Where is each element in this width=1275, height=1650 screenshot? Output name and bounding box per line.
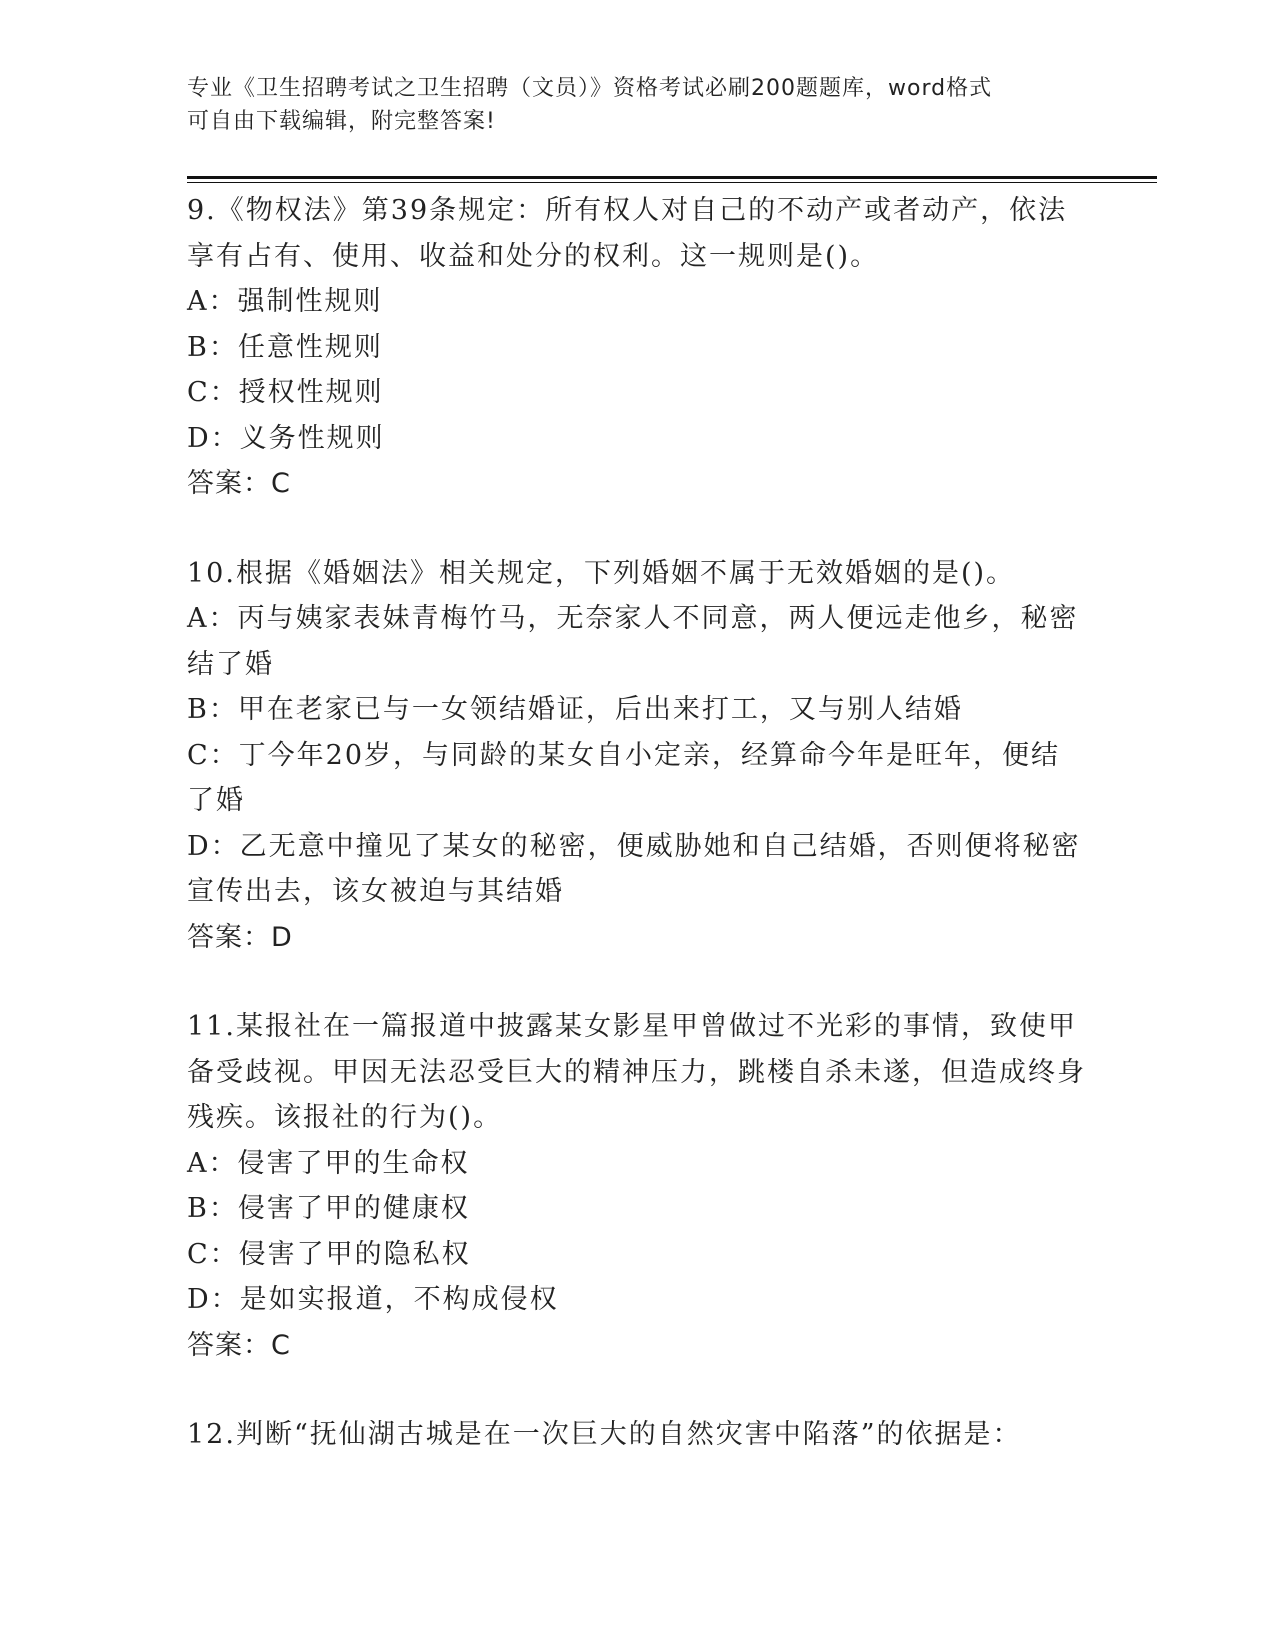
question-text: 9.《物权法》第39条规定：所有权人对自己的不动产或者动产，依法享有占有、使用、收益和处分的权利。这一规则是()。 [187, 195, 1068, 272]
header-divider-thin [187, 182, 1157, 183]
answer: 答案：D [187, 921, 293, 953]
option-d: D：是如实报道，不构成侵权 [187, 1284, 559, 1315]
question-text: 12.判断“抚仙湖古城是在一次巨大的自然灾害中陷落”的依据是： [187, 1419, 1022, 1450]
question-10 [187, 551, 1087, 961]
option-a: A：强制性规则 [187, 286, 383, 317]
option-a: A：丙与姨家表妹青梅竹马，无奈家人不同意，两人便远走他乡，秘密结了婚 [187, 603, 1079, 680]
question-list [187, 188, 1087, 1502]
question-9 [187, 188, 1087, 507]
option-c: C：侵害了甲的隐私权 [187, 1238, 471, 1270]
answer: 答案：C [187, 1329, 291, 1361]
answer: 答案：C [187, 468, 291, 499]
question-11 [187, 1004, 1087, 1368]
question-12 [187, 1412, 1087, 1458]
header-line-2: 可自由下载编辑，附完整答案! [187, 109, 496, 134]
option-b: B：甲在老家已与一女领结婚证，后出来打工，又与别人结婚 [187, 694, 963, 725]
header-divider [187, 176, 1157, 179]
option-b: B：任意性规则 [187, 331, 383, 363]
option-d: D：义务性规则 [187, 422, 385, 454]
option-b: B：侵害了甲的健康权 [187, 1193, 470, 1224]
option-a: A：侵害了甲的生命权 [187, 1147, 470, 1179]
question-text: 10.根据《婚姻法》相关规定，下列婚姻不属于无效婚姻的是()。 [187, 557, 1016, 589]
page-header [187, 72, 1067, 138]
header-line-1: 专业《卫生招聘考试之卫生招聘（文员）》资格考试必刷200题题库，word格式 [187, 76, 993, 101]
option-c: C：授权性规则 [187, 377, 384, 408]
option-c: C：丁今年20岁，与同龄的某女自小定亲，经算命今年是旺年，便结了婚 [187, 739, 1061, 816]
option-d: D：乙无意中撞见了某女的秘密，便威胁她和自己结婚，否则便将秘密宣传出去，该女被迫与其结婚 [187, 830, 1081, 907]
question-text: 11.某报社在一篇报道中披露某女影星甲曾做过不光彩的事情，致使甲备受歧视。甲因无法忍受巨大的精神压力，跳楼自杀未遂，但造成终身残疾。该报社的行为()。 [187, 1011, 1086, 1133]
